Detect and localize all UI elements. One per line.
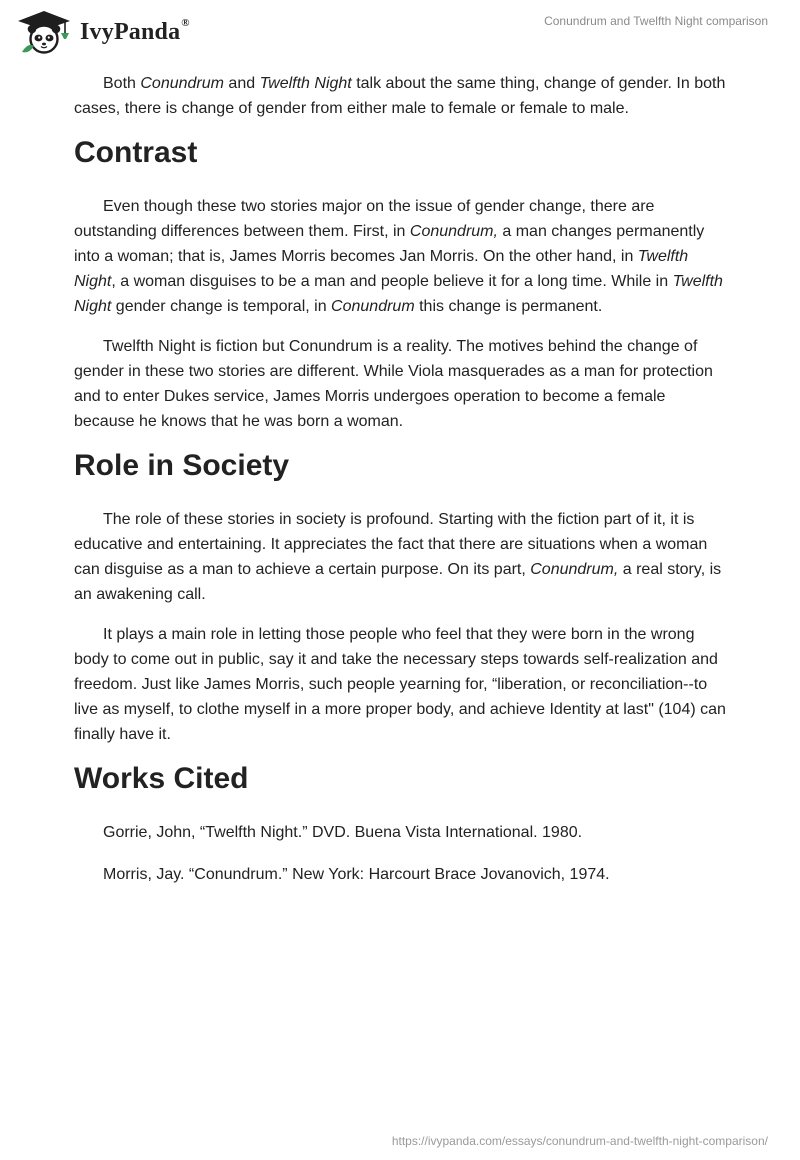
source-url[interactable]: https://ivypanda.com/essays/conundrum-and-twelfth-night-comparison/ bbox=[391, 1134, 768, 1148]
contrast-paragraph-1: Even though these two stories major on the issue of gender change, there are outstanding differences between them. First, in Conundrum, a man changes permanently into a woman; that is, James Morris becomes Jan Morris. On the other hand, in Twelfth Night, a woman disguises to be a man and people believe it for a long time. While in Twelfth Night gender change is temporal, in Conundrum this change is permanent. bbox=[74, 198, 723, 315]
page-header bbox=[0, 0, 800, 64]
heading-works-cited: Works Cited bbox=[74, 762, 249, 795]
heading-contrast: Contrast bbox=[74, 136, 198, 169]
panda-graduate-icon bbox=[14, 8, 74, 56]
essay-body bbox=[74, 71, 726, 904]
citation-item: Gorrie, John, “Twelfth Night.” DVD. Buena Vista International. 1980. bbox=[103, 824, 583, 841]
brand-name: IvyPanda® bbox=[80, 16, 190, 45]
intro-paragraph: Both Conundrum and Twelfth Night talk about the same thing, change of gender. In both cases, there is change of gender from either male to female or female to male. bbox=[74, 75, 726, 117]
role-paragraph-1: The role of these stories in society is profound. Starting with the fiction part of it, it is educative and entertaining. It appreciates the fact that there are situations when a woman can disguise as a man to achieve a certain purpose. On its part, Conundrum, a real story, is an awakening call. bbox=[74, 511, 722, 603]
citation-item: Morris, Jay. “Conundrum.” New York: Harcourt Brace Jovanovich, 1974. bbox=[103, 866, 610, 883]
registered-mark: ® bbox=[181, 16, 190, 29]
heading-role-in-society: Role in Society bbox=[74, 449, 290, 482]
contrast-paragraph-2: Twelfth Night is fiction but Conundrum is a reality. The motives behind the change of gender in these two stories are different. While Viola masquerades as a man for protection and to enter Dukes service, James Morris undergoes operation to become a female because he knows that he was born a woman. bbox=[74, 338, 713, 430]
role-paragraph-2: It plays a main role in letting those people who feel that they were born in the wrong body to come out in public, say it and take the necessary steps towards self-realization and freedom. Just like James Morris, such people yearning for, “liberation, or reconciliation--to live as myself, to clothe myself in a more proper body, and achieve Identity at last" (104) can finally have it. bbox=[74, 626, 726, 743]
document-title: Conundrum and Twelfth Night comparison bbox=[544, 14, 768, 28]
brand-logo[interactable] bbox=[14, 8, 190, 56]
